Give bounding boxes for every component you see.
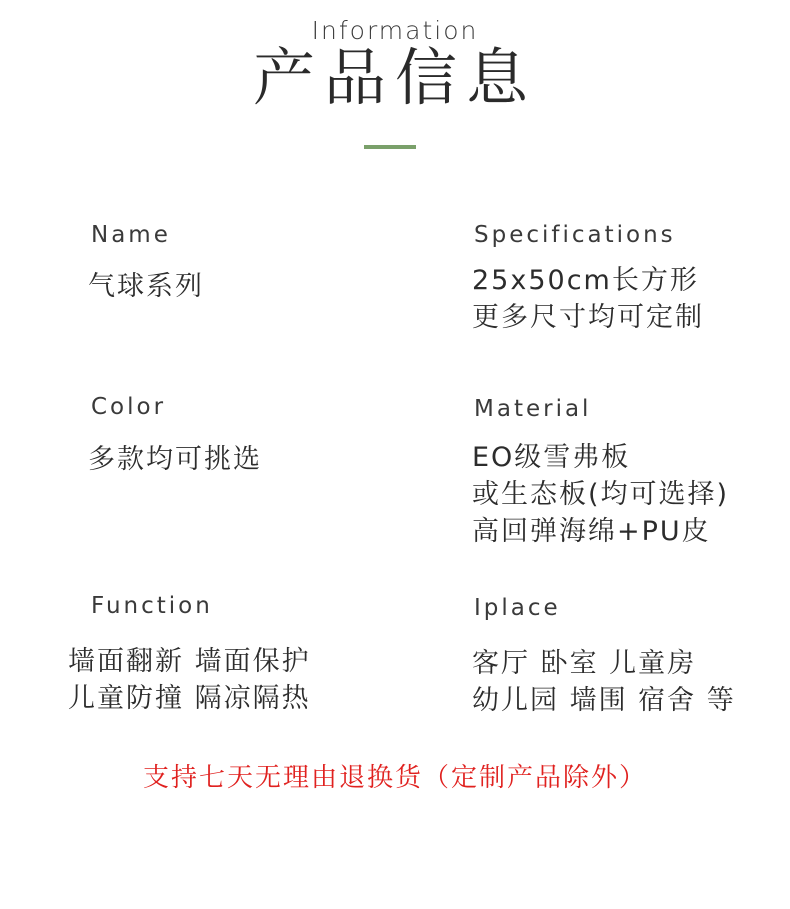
material-value [472,439,729,550]
function-value-line: 墙面翻新 墙面保护 [68,646,311,677]
name-label: Name [91,222,171,248]
function-label: Function [91,593,213,619]
iplace-value [472,645,736,719]
material-label: Material [474,396,592,422]
function-value-line: 儿童防撞 隔凉隔热 [68,683,311,714]
material-value-line: 高回弹海绵+PU皮 [472,516,711,547]
section-title: 产品信息 [252,41,537,114]
name-value [88,268,204,305]
color-value [88,441,262,478]
function-value [68,643,311,717]
color-value-line: 多款均可挑选 [88,444,262,475]
material-value-line: EO级雪弗板 [472,442,631,473]
name-value-line: 气球系列 [88,271,204,302]
section-subtitle: Information [311,16,479,45]
return-policy-notice: 支持七天无理由退换货（定制产品除外） [142,763,647,793]
iplace-value-line: 幼儿园 墙围 宿舍 等 [472,685,736,716]
material-value-line: 或生态板(均可选择) [472,479,730,510]
iplace-label: Iplace [474,595,561,621]
specifications-value [472,262,704,336]
color-label: Color [91,394,167,420]
iplace-value-line: 客厅 卧室 儿童房 [472,648,697,679]
specifications-value-line: 更多尺寸均可定制 [472,302,704,333]
title-divider [364,145,416,149]
specifications-label: Specifications [474,222,676,248]
specifications-value-line: 25x50cm长方形 [472,265,699,296]
